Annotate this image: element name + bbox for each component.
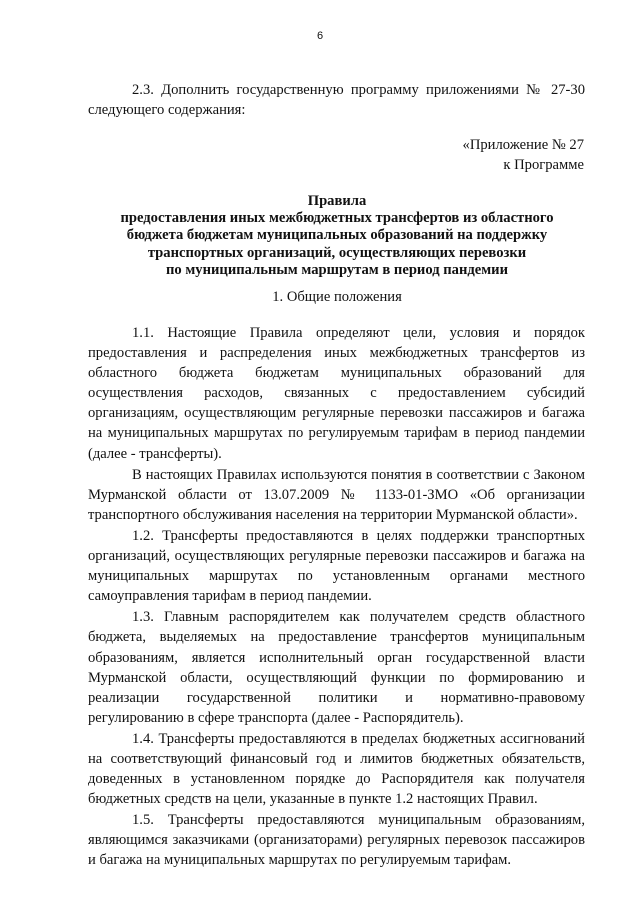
paragraph-1-2: 1.2. Трансферты предоставляются в целях поддержки транспортных организаций, осуществляющих регулярные перевозки пассажиров и багажа на муниципальных маршрутах по установленным органами местного самоуправления тарифам в период пандемии.	[88, 527, 585, 605]
paragraph-1-4: 1.4. Трансферты предоставляются в пределах бюджетных ассигнований на соответствующий финансовый год и лимитов бюджетных обязательств, доведенных в установленном порядке до Распорядителя как получателя бюджетных средств на цели, указанные в пункте 1.2 настоящих Правил.	[88, 730, 585, 808]
paragraph-definitions: В настоящих Правилах используются понятия в соответствии с Законом Мурманской области от 13.07.2009 № 1133-01-ЗМО «Об организации транспортного обслуживания населения на территории Мурманской области».	[88, 466, 585, 523]
paragraph-1-3: 1.3. Главным распорядителем как получателем средств областного бюджета, выделяемых на предоставление трансфертов муниципальным образованиям, является исполнительный орган государственной власти Мурманской области, осуществляющий функции по формированию и реализации государственной политики и нормативно-правовому регулированию в сфере транспорта (далее - Распорядитель).	[88, 609, 585, 726]
intro-paragraph: 2.3. Дополнить государственную программу приложениями № 27-30 следующего содержания:	[88, 82, 585, 119]
title-line: бюджета бюджетам муниципальных образований на поддержку	[126, 227, 548, 244]
paragraphs-block	[88, 323, 585, 872]
intro-block	[88, 80, 585, 120]
title-line: Правила	[307, 193, 367, 209]
title-line: транспортных организаций, осуществляющих перевозки	[147, 244, 527, 261]
paragraph-1-1: 1.1. Настоящие Правила определяют цели, условия и порядок предоставления и распределения иных межбюджетных трансфертов из областного бюджета бюджетам муниципальных образований для осуществления расходов, связанных с предоставлением субсидий организациям, осуществляющим регулярные перевозки пассажиров и багажа на муниципальных маршрутах по регулируемым тарифам в период пандемии (далее - трансферты).	[88, 325, 585, 462]
appendix-reference	[463, 135, 584, 175]
title-line: по муниципальным маршрутам в период пандемии	[166, 261, 508, 278]
title-line: предоставления иных межбюджетных трансфертов из областного	[120, 210, 554, 227]
document-title	[70, 193, 604, 279]
appendix-program: к Программе	[503, 157, 584, 173]
appendix-number: «Приложение № 27	[462, 137, 584, 153]
section-heading: 1. Общие положения	[272, 289, 402, 305]
paragraph-1-5: 1.5. Трансферты предоставляются муниципальным образованиям, являющимся заказчиками (организаторами) регулярных перевозок пассажиров и багажа на муниципальных маршрутах по регулируемым тарифам.	[88, 812, 585, 869]
page-number: 6	[316, 30, 324, 42]
